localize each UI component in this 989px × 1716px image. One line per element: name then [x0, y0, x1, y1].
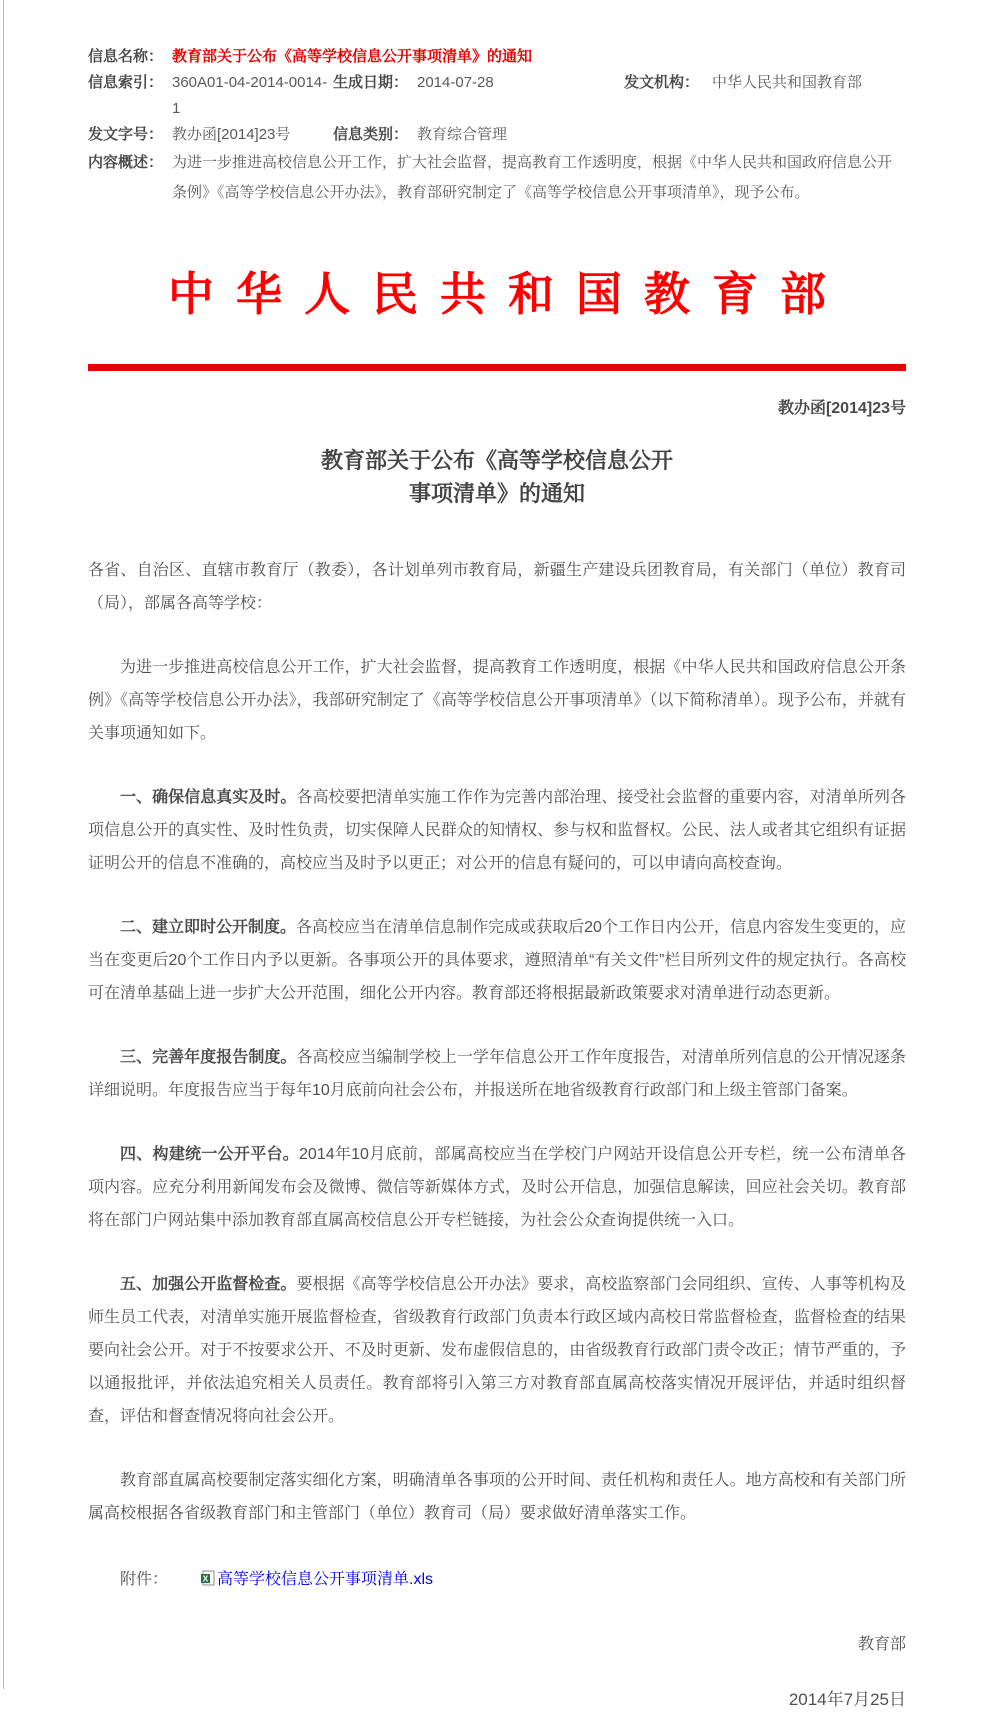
info-category-value: 教育综合管理 — [417, 126, 508, 143]
section-5-heading: 五、加强公开监督检查。 — [120, 1276, 297, 1293]
info-index-value: 360A01-04-2014-0014-1 — [172, 74, 328, 117]
section-1-body: 各高校要把清单实施工作作为完善内部治理、接受社会监督的重要内容，对清单所列各项信息公开的真实性、及时性负责，切实保障人民群众的知情权、参与权和监督权。公民、法人或者其它组织有证据证明公开的信息不准确的，高校应当及时予以更正；对公开的信息有疑问的，可以申请向高校查询。 — [88, 789, 906, 872]
info-category-label: 信息类别： — [333, 126, 409, 143]
issuing-agency-label: 发文机构： — [624, 74, 700, 91]
document-page — [88, 0, 906, 1716]
section-2-heading: 二、建立即时公开制度。 — [120, 919, 297, 936]
closing-paragraph: 教育部直属高校要制定落实细化方案，明确清单各事项的公开时间、责任机构和责任人。地方高校和有关部门所属高校根据各省级教育部门和主管部门（单位）教育司（局）要求做好清单落实工作。 — [88, 1472, 906, 1522]
excel-file-icon — [168, 1565, 216, 1598]
info-name-label: 信息名称： — [88, 48, 164, 65]
section-2-body: 各高校应当在清单信息制作完成或获取后20个工作日内公开，信息内容发生变更的，应当在变更后20个工作日内予以更新。各事项公开的具体要求，遵照清单“有关文件”栏目所列文件的规定执行。各高校可在清单基础上进一步扩大公开范围，细化公开内容。教育部还将根据最新政策要求对清单进行动态更新。 — [88, 919, 906, 1002]
summary-value: 为进一步推进高校信息公开工作，扩大社会监督，提高教育工作透明度，根据《中华人民共和国政府信息公开条例》《高等学校信息公开办法》，教育部研究制定了《高等学校信息公开事项清单》，现予公布。 — [172, 154, 893, 201]
issuing-agency-value: 中华人民共和国教育部 — [712, 74, 863, 91]
signature-date: 2014年7月25日 — [788, 1690, 906, 1709]
section-3-heading: 三、完善年度报告制度。 — [120, 1049, 297, 1066]
attachment-link[interactable]: 高等学校信息公开事项清单.xls — [217, 1571, 434, 1588]
meta-row-index — [88, 70, 906, 122]
doc-number-value: 教办函[2014]23号 — [172, 126, 291, 143]
document-title-line1: 教育部关于公布《高等学校信息公开 — [320, 448, 673, 473]
meta-row-docnum — [88, 122, 906, 148]
document-title — [88, 444, 906, 510]
section-paragraph-2 — [88, 911, 906, 1010]
svg-text:X: X — [202, 1573, 209, 1584]
document-title-line2: 事项清单》的通知 — [408, 481, 585, 506]
meta-row-name — [88, 44, 906, 70]
section-paragraph-4 — [88, 1138, 906, 1237]
section-5-body: 要根据《高等学校信息公开办法》要求，高校监察部门会同组织、宣传、人事等机构及师生员工代表，对清单实施开展监督检查，省级教育行政部门负责本行政区域内高校日常监督检查，监督检查的结果要向社会公开。对于不按要求公开、不及时更新、发布虚假信息的，由省级教育行政部门责令改正；情节严重的，予以通报批评，并依法追究相关人员责任。教育部将引入第三方对教育部直属高校落实情况开展评估，并适时组织督查，评估和督查情况将向社会公开。 — [88, 1276, 906, 1425]
salutation-paragraph: 各省、自治区、直辖市教育厅（教委），各计划单列市教育局，新疆生产建设兵团教育局，有关部门（单位）教育司（局），部属各高等学校： — [88, 562, 906, 612]
info-index-label: 信息索引： — [88, 74, 164, 91]
section-4-heading: 四、构建统一公开平台。 — [120, 1146, 300, 1163]
generate-date-label: 生成日期： — [333, 74, 409, 91]
summary-label: 内容概述： — [88, 154, 164, 171]
info-metadata-block — [88, 44, 906, 208]
generate-date-value: 2014-07-28 — [417, 74, 494, 91]
section-paragraph-3 — [88, 1041, 906, 1107]
section-1-heading: 一、确保信息真实及时。 — [120, 789, 297, 806]
section-4-body: 2014年10月底前，部属高校应当在学校门户网站开设信息公开专栏，统一公布清单各项内容。应充分利用新闻发布会及微博、微信等新媒体方式，及时公开信息，加强信息解读，回应社会关切。教育部将在部门户网站集中添加教育部直属高校信息公开专栏链接，为社会公众查询提供统一入口。 — [88, 1146, 906, 1229]
ministry-letterhead-title: 中华人民共和国教育部 — [168, 267, 848, 321]
intro-paragraph: 为进一步推进高校信息公开工作，扩大社会监督，提高教育工作透明度，根据《中华人民共和国政府信息公开条例》《高等学校信息公开办法》，我部研究制定了《高等学校信息公开事项清单》（以下简称清单）。现予公布，并就有关事项通知如下。 — [88, 659, 906, 742]
document-reference-number: 教办函[2014]23号 — [777, 400, 906, 417]
document-body — [88, 554, 906, 1716]
section-paragraph-1 — [88, 781, 906, 880]
meta-row-summary — [88, 148, 906, 208]
section-3-body: 各高校应当编制学校上一学年信息公开工作年度报告，对清单所列信息的公开情况逐条详细说明。年度报告应当于每年10月底前向社会公布，并报送所在地省级教育行政部门和上级主管部门备案。 — [88, 1049, 906, 1099]
attachment-label: 附件： — [120, 1571, 169, 1588]
signature-agency: 教育部 — [857, 1636, 906, 1653]
section-paragraph-5 — [88, 1268, 906, 1433]
page-left-border — [3, 0, 4, 1689]
doc-number-label: 发文字号： — [88, 126, 164, 143]
attachment-line — [88, 1563, 906, 1598]
letterhead-divider-line — [88, 364, 906, 371]
info-name-value: 教育部关于公布《高等学校信息公开事项清单》的通知 — [172, 48, 533, 65]
